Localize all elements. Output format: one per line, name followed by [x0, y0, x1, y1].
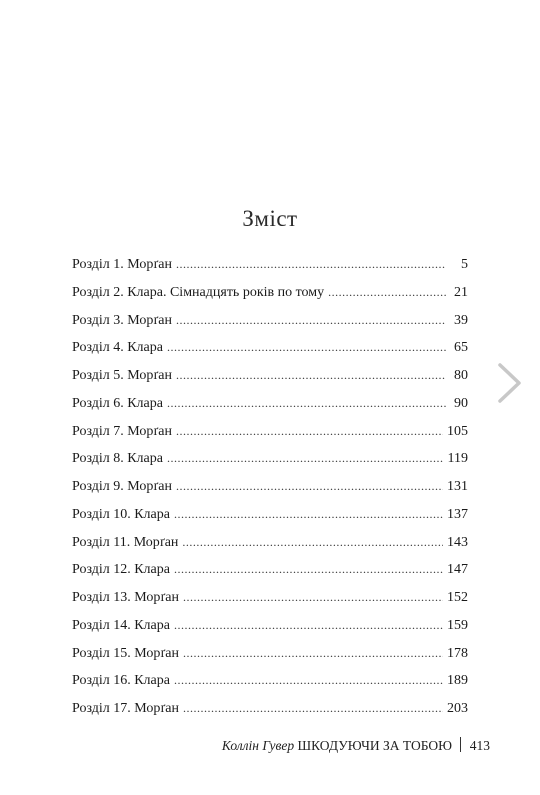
toc-entry[interactable]: [72, 670, 468, 698]
toc-entry-page: 178: [447, 645, 468, 661]
toc-entry-page: 105: [447, 423, 468, 439]
toc-entry[interactable]: [72, 337, 468, 365]
toc-dot-leader: [182, 532, 443, 552]
toc-entry-title: Розділ 16. Клара: [72, 673, 170, 689]
toc-entry[interactable]: [72, 282, 468, 310]
toc-entry[interactable]: [72, 476, 468, 504]
toc-entry-page: 39: [454, 312, 468, 328]
toc-entry-page: 159: [447, 617, 468, 633]
toc-entry-title: Розділ 13. Морґан: [72, 590, 179, 605]
footer-book-title: ШКОДУЮЧИ ЗА ТОБОЮ: [297, 738, 452, 753]
toc-entry-title: Розділ 2. Клара. Сімнадцять років по тому: [72, 284, 325, 300]
toc-entry-title: Розділ 9. Морґан: [72, 479, 172, 494]
toc-dot-leader: [167, 393, 446, 413]
toc-entry[interactable]: [72, 421, 468, 449]
toc-entry[interactable]: [72, 559, 468, 587]
toc-entry-title: Розділ 1. Морґан: [72, 257, 172, 272]
toc-entry[interactable]: [72, 643, 468, 671]
toc-dot-leader: [176, 421, 443, 441]
toc-entry[interactable]: [72, 504, 468, 532]
toc-dot-leader: [183, 643, 443, 663]
toc-entry[interactable]: [72, 587, 468, 615]
footer-divider: [460, 737, 461, 752]
toc-entry-title: Розділ 3. Морґан: [72, 312, 172, 328]
toc-entry-page: 5: [461, 257, 468, 272]
toc-entry[interactable]: [72, 615, 468, 643]
footer-author: Коллін Гувер: [221, 738, 295, 753]
toc-dot-leader: [328, 282, 446, 302]
toc-entry[interactable]: [72, 254, 468, 282]
chevron-right-icon: [494, 362, 524, 404]
toc-dot-leader: [176, 254, 446, 274]
toc-entry[interactable]: [72, 698, 468, 726]
toc-entry-page: 21: [454, 284, 468, 300]
toc-entry-title: Розділ 8. Клара: [72, 451, 163, 467]
toc-dot-leader: [176, 365, 446, 385]
page-footer: [222, 737, 490, 754]
next-page-button[interactable]: [494, 362, 524, 404]
toc-dot-leader: [176, 476, 443, 496]
toc-entry-page: 90: [454, 395, 468, 411]
toc-list: [72, 254, 468, 726]
toc-dot-leader: [183, 587, 443, 607]
toc-entry-page: 137: [447, 506, 468, 522]
toc-entry-title: Розділ 14. Клара: [72, 617, 170, 633]
toc-entry-page: 152: [447, 590, 468, 605]
toc-dot-leader: [167, 337, 446, 357]
toc-dot-leader: [174, 670, 443, 690]
toc-dot-leader: [174, 615, 443, 635]
toc-entry-title: Розділ 12. Клара: [72, 562, 170, 578]
toc-entry[interactable]: [72, 532, 468, 560]
toc-entry-page: 80: [454, 368, 468, 383]
toc-entry-title: Розділ 10. Клара: [72, 506, 170, 522]
toc-entry-title: Розділ 4. Клара: [72, 340, 163, 356]
toc-entry-page: 189: [447, 673, 468, 689]
toc-dot-leader: [176, 310, 446, 330]
toc-entry-title: Розділ 15. Морґан: [72, 645, 179, 661]
toc-entry-page: 203: [447, 701, 468, 716]
toc-title: Зміст: [242, 206, 298, 231]
toc-entry-title: Розділ 11. Морґан: [72, 534, 179, 550]
toc-dot-leader: [174, 504, 443, 524]
toc-entry[interactable]: [72, 310, 468, 338]
toc-entry[interactable]: [72, 365, 468, 393]
toc-entry[interactable]: [72, 448, 468, 476]
toc-entry-page: 65: [454, 340, 468, 356]
toc-entry-title: Розділ 5. Морґан: [72, 368, 172, 383]
toc-entry-page: 147: [447, 562, 468, 578]
toc-entry-title: Розділ 6. Клара: [72, 395, 163, 411]
toc-dot-leader: [167, 448, 444, 468]
toc-entry-title: Розділ 7. Морґан: [72, 423, 172, 439]
toc-entry[interactable]: [72, 393, 468, 421]
toc-entry-page: 119: [447, 451, 468, 467]
toc-dot-leader: [174, 559, 443, 579]
toc-dot-leader: [183, 698, 443, 718]
toc-entry-page: 131: [447, 479, 468, 494]
footer-page-number: 413: [469, 738, 490, 753]
toc-entry-page: 143: [447, 534, 468, 550]
toc-entry-title: Розділ 17. Морґан: [72, 701, 179, 716]
